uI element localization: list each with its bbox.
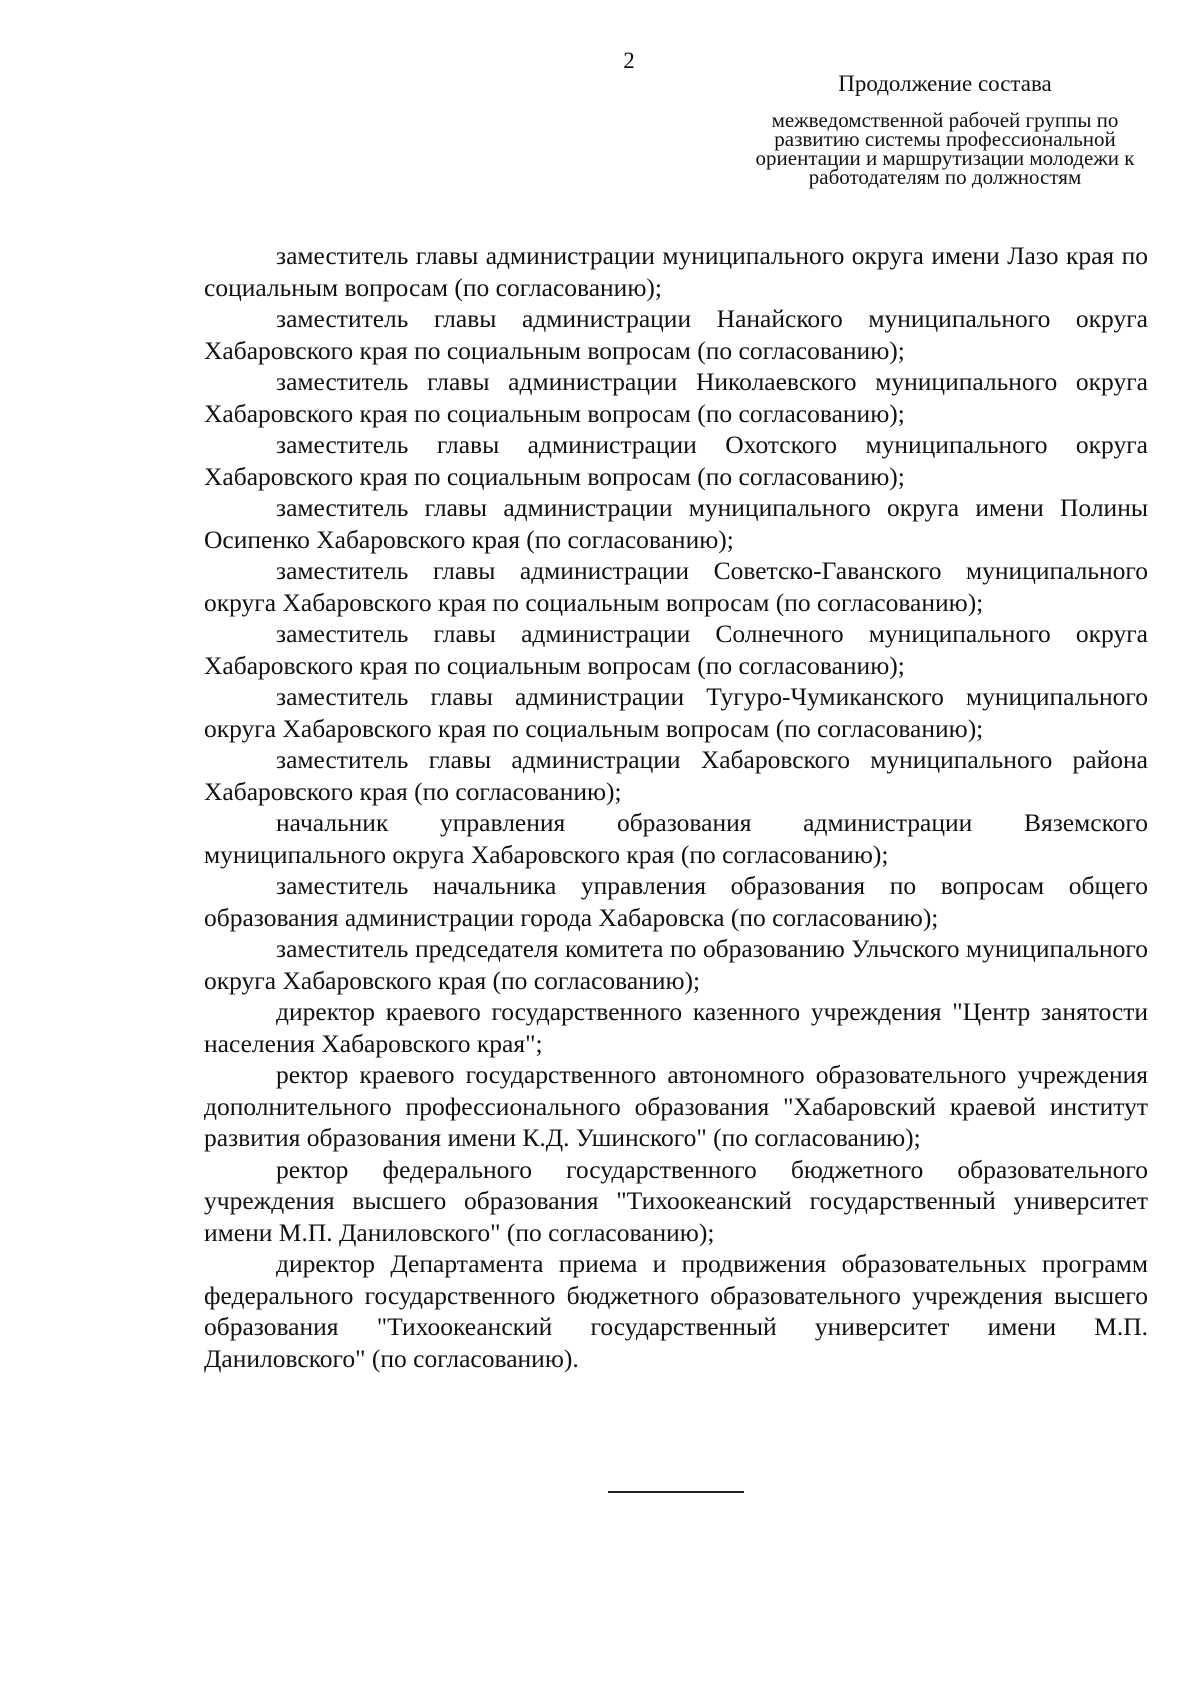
- closing-rule: [608, 1491, 744, 1493]
- list-item: заместитель главы администрации Советско-Гаванского муниципального округа Хабаровского края по социальным вопросам (по согласованию);: [204, 556, 1148, 617]
- list-item: начальник управления образования администрации Вяземского муниципального округа Хабаровского края (по согласованию);: [204, 808, 1148, 869]
- list-item: заместитель главы администрации Солнечного муниципального округа Хабаровского края по социальным вопросам (по согласованию);: [204, 619, 1148, 680]
- member-list: [204, 240, 1148, 1374]
- list-item: директор краевого государственного казенного учреждения "Центр занятости населения Хабаровского края";: [204, 997, 1148, 1058]
- list-item: заместитель главы администрации муниципального округа имени Лазо края по социальным вопросам (по согласованию);: [204, 241, 1148, 302]
- heading-title: Продолжение состава: [838, 71, 1052, 96]
- heading-block: [740, 71, 1150, 187]
- list-item: заместитель главы администрации Николаевского муниципального округа Хабаровского края по социальным вопросам (по согласованию);: [204, 367, 1148, 428]
- list-item: заместитель главы администрации Охотского муниципального округа Хабаровского края по социальным вопросам (по согласованию);: [204, 430, 1148, 491]
- list-item: директор Департамента приема и продвижения образовательных программ федерального государственного бюджетного образовательного учреждения высшего образования "Тихоокеанский государственный университет имени М.П. Даниловского" (по согласованию).: [204, 1249, 1148, 1373]
- list-item: ректор федерального государственного бюджетного образовательного учреждения высшего образования "Тихоокеанский государственный университет имени М.П. Даниловского" (по согласованию);: [204, 1154, 1148, 1247]
- list-item: заместитель председателя комитета по образованию Ульчского муниципального округа Хабаровского края (по согласованию);: [204, 934, 1148, 995]
- list-item: заместитель начальника управления образования по вопросам общего образования администрации города Хабаровска (по согласованию);: [204, 871, 1148, 932]
- list-item: заместитель главы администрации Тугуро-Чумиканского муниципального округа Хабаровского края по социальным вопросам (по согласованию);: [204, 682, 1148, 743]
- list-item: заместитель главы администрации Хабаровского муниципального района Хабаровского края (по согласованию);: [204, 745, 1148, 806]
- list-item: заместитель главы администрации Нанайского муниципального округа Хабаровского края по социальным вопросам (по согласованию);: [204, 304, 1148, 365]
- heading-subtitle: межведомственной рабочей группы по развитию системы профессиональной ориентации и маршрутизации молодежи к работодателям по должностям: [755, 108, 1135, 189]
- list-item: ректор краевого государственного автономного образовательного учреждения дополнительного профессионального образования "Хабаровский краевой институт развития образования имени К.Д. Ушинского" (по согласованию);: [204, 1060, 1148, 1152]
- list-item: заместитель главы администрации муниципального округа имени Полины Осипенко Хабаровского края (по согласованию);: [204, 493, 1148, 554]
- page-number: 2: [623, 48, 635, 73]
